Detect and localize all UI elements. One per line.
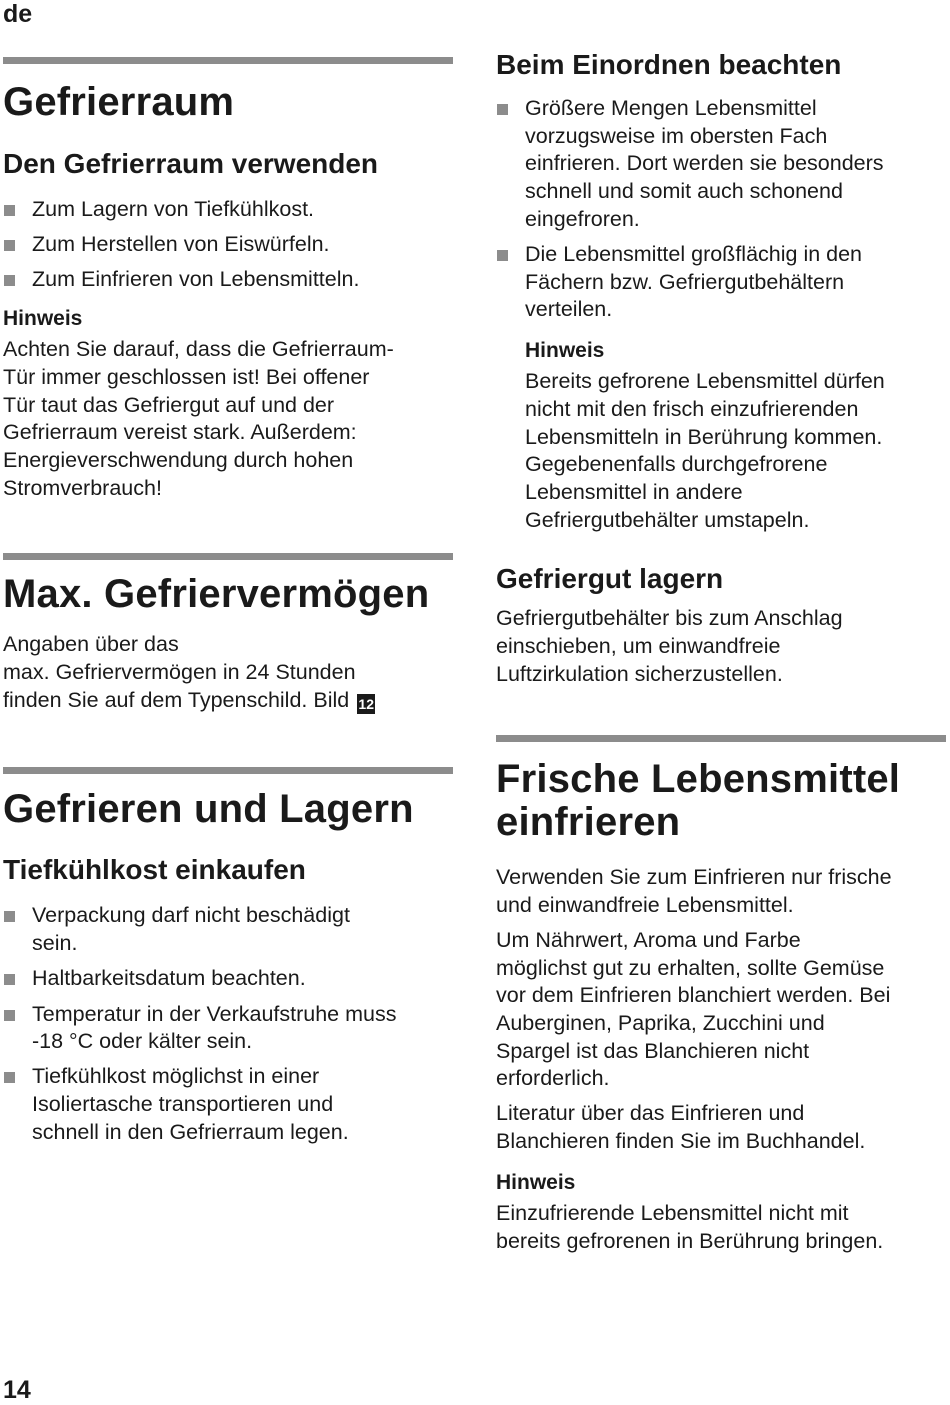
section-rule (3, 57, 453, 64)
list-item: Die Lebensmittel großflächig in den Fächern bzw. Gefriergutbehältern verteilen. (496, 241, 948, 324)
square-bullet-icon (4, 911, 15, 922)
left-column (3, 57, 455, 1147)
list-item-text: Zum Herstellen von Eiswürfeln. (32, 232, 330, 257)
language-code: de (3, 0, 33, 28)
list-item (3, 231, 455, 259)
section-rule (496, 735, 946, 742)
note-label: Hinweis (496, 1171, 576, 1195)
subheading-gefrierraum-verwenden: Den Gefrierraum verwenden (3, 148, 379, 179)
square-bullet-icon (497, 250, 508, 261)
note-label: Hinweis (3, 307, 83, 331)
right-column (496, 49, 948, 1256)
list-item: Haltbarkeitsdatum beachten. (3, 965, 455, 993)
square-bullet-icon (4, 974, 15, 985)
fresh-text-2: Um Nährwert, Aroma und Farbe möglichst gut zu erhalten, sollte Gemüse vor dem Einfrieren blanchiert werden. Bei Auberginen, Paprika, Zucchini und Spargel ist das Blanchieren nicht erforderlich. (496, 927, 891, 1091)
section-rule (3, 553, 453, 560)
subheading-tiefkuehlkost-einkaufen: Tiefkühlkost einkaufen (3, 854, 306, 886)
note-label: Hinweis (525, 339, 605, 363)
list-item: Verpackung darf nicht beschädigt sein. (3, 902, 455, 957)
note-text: Einzufrierende Lebensmittel nicht mit bereits gefrorenen in Berührung bringen. (496, 1201, 884, 1254)
figure-reference-badge: 12 (358, 695, 374, 712)
note-text: Bereits gefrorene Lebensmittel dürfen nicht mit den frisch einzufrierenden Lebensmitteln in Berührung kommen. Gegebenenfalls durchgefrorene Lebensmittel in andere Gefriergutbehälter umstapeln. (525, 369, 885, 532)
heading-frische-lebensmittel: Frische Lebensmittel einfrieren (496, 757, 901, 845)
list-item: Tiefkühlkost möglichst in einer Isoliertasche transportieren und schnell in den Gefrierraum legen. (3, 1063, 455, 1146)
square-bullet-icon (4, 1072, 15, 1083)
square-bullet-icon (4, 205, 15, 216)
list-item-text: Zum Einfrieren von Lebensmitteln. (32, 267, 360, 292)
square-bullet-icon (4, 275, 15, 286)
heading-gefrierraum: Gefrierraum (3, 80, 235, 124)
max-text: Angaben über das max. Gefriervermögen in 24 Stunden finden Sie auf dem Typenschild. Bild 12 (3, 632, 374, 712)
list-item-text: Zum Lagern von Tiefkühlkost. (32, 197, 315, 221)
heading-gefrieren-und-lagern: Gefrieren und Lagern (3, 787, 414, 832)
section-rule (3, 767, 453, 774)
list-item (3, 266, 455, 294)
usage-list (3, 196, 455, 294)
storage-text: Gefriergutbehälter bis zum Anschlag einschieben, um einwandfreie Luftzirkulation sicherzustellen. (496, 606, 843, 686)
square-bullet-icon (497, 104, 508, 115)
fresh-text-3: Literatur über das Einfrieren und Blanchieren finden Sie im Buchhandel. (496, 1101, 866, 1153)
square-bullet-icon (4, 1010, 15, 1021)
shopping-list (3, 902, 455, 1146)
square-bullet-icon (4, 240, 15, 251)
note-text: Achten Sie darauf, dass die Gefrierraum- Tür immer geschlossen ist! Bei offener Tür taut das Gefriergut auf und der Gefrierraum vereist stark. Außerdem: Energieverschwendung durch hohen Stromverbrauch! (3, 337, 394, 500)
fresh-text-1: Verwenden Sie zum Einfrieren nur frische und einwandfreie Lebensmittel. (496, 865, 892, 918)
list-item (3, 196, 455, 224)
heading-max-gefriervermoegen: Max. Gefriervermögen (3, 572, 430, 617)
subheading-beim-einordnen: Beim Einordnen beachten (496, 49, 842, 80)
page-number: 14 (3, 1376, 31, 1404)
list-item: Größere Mengen Lebensmittel vorzugsweise im obersten Fach einfrieren. Dort werden sie besonders schnell und somit auch schonend eingefroren. (496, 95, 948, 234)
subheading-gefriergut-lagern: Gefriergut lagern (496, 563, 724, 595)
list-item: Temperatur in der Verkaufstruhe muss -18 °C oder kälter sein. (3, 1001, 455, 1056)
placement-list (496, 95, 948, 324)
